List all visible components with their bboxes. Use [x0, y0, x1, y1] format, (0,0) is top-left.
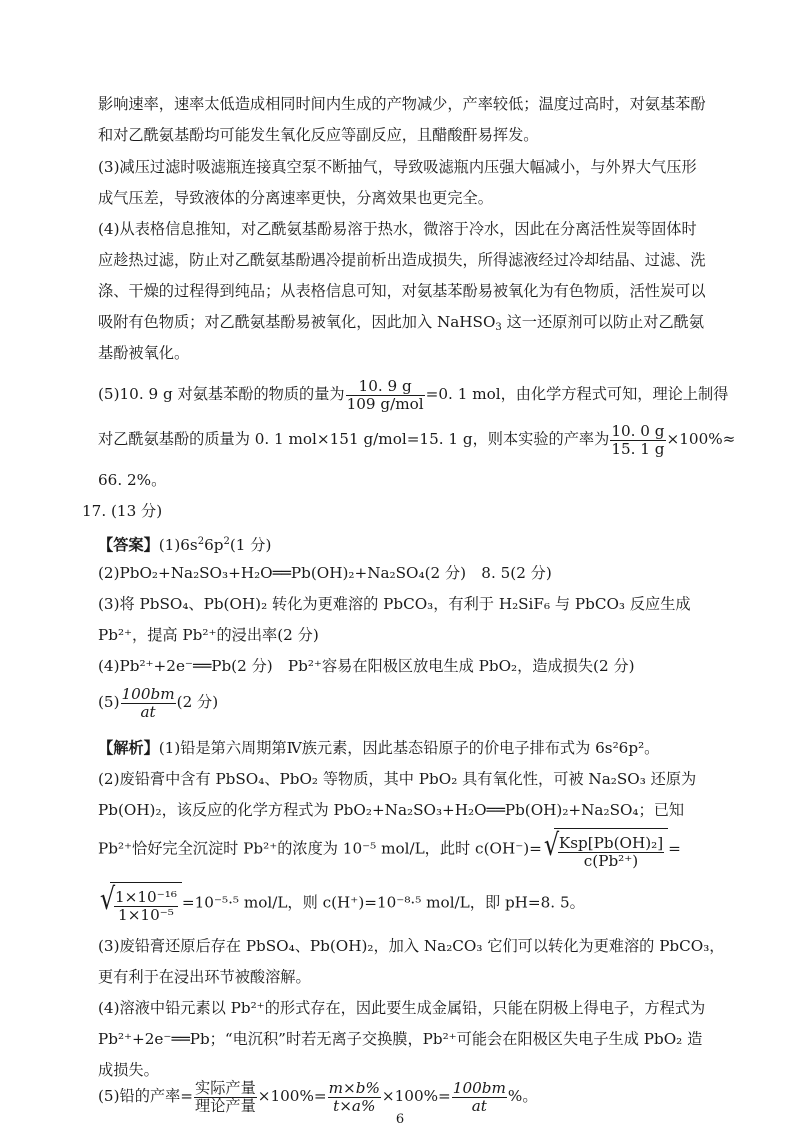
fraction — [114, 889, 178, 924]
text-line: 应趁热过滤，防止对乙酰氨基酚遇冷提前析出造成损失，所得滤液经过冷却结晶、过滤、洗 — [98, 251, 706, 269]
fraction — [194, 1080, 257, 1115]
fraction — [346, 378, 425, 413]
denominator: 109 g/mol — [346, 394, 424, 413]
answer-line: (4)Pb²⁺+2e⁻══Pb(2 分) Pb²⁺容易在阳极区放电生成 PbO₂，造成损失(2 分) — [98, 657, 635, 675]
explanation-line: Pb²⁺+2e⁻══Pb；“电沉积”时若无离子交换膜，Pb²⁺可能会在阳极区失电子生成 PbO₂ 造 — [98, 1030, 703, 1048]
text-line — [98, 421, 736, 458]
text-line: (4)从表格信息推知，对乙酰氨基酚易溶于热水，微溶于冷水，因此在分离活性炭等固体时 — [98, 220, 697, 238]
superscript: 2 — [197, 536, 205, 547]
answer-line — [98, 684, 728, 721]
answer-line: Pb²⁺，提高 Pb²⁺的浸出率(2 分) — [98, 626, 319, 644]
fraction — [610, 423, 665, 458]
explanation-line: (3)废铅膏还原后存在 PbSO₄、Pb(OH)₂，加入 Na₂CO₃ 它们可以转化为更难溶的 PbCO₃， — [98, 937, 725, 955]
radical-sign-icon: √ — [99, 882, 116, 917]
numerator: 100bm — [121, 684, 175, 703]
fraction — [121, 686, 176, 721]
numerator: m×b% — [328, 1078, 380, 1097]
text-line: 66. 2%。 — [98, 471, 167, 489]
denominator: at — [140, 702, 156, 721]
subscript: 3 — [495, 322, 502, 333]
text-segment: 吸附有色物质；对乙酰氨基酚易被氧化，因此加入 NaHSO — [98, 313, 496, 331]
page-number: 6 — [395, 1112, 405, 1127]
text-segment: =0. 1 mol，由化学方程式可知，理论上制得 — [425, 385, 729, 403]
answer-line: (2)PbO₂+Na₂SO₃+H₂O══Pb(OH)₂+Na₂SO₄(2 分) 8. 5(2 分) — [98, 564, 552, 582]
square-root — [542, 828, 668, 871]
explanation-line: Pb(OH)₂，该反应的化学方程式为 PbO₂+Na₂SO₃+H₂O══Pb(OH)₂+Na₂SO₄；已知 — [98, 801, 685, 819]
text-line: 成气压差，导致液体的分离速率更快，分离效果也更完全。 — [98, 189, 493, 207]
explanation-line — [98, 882, 728, 925]
text-line: (3)减压过滤时吸滤瓶连接真空泵不断抽气，导致吸滤瓶内压强大幅减小，与外界大气压形 — [98, 158, 697, 176]
text-segment: 这一还原剂可以防止对乙酰氨 — [501, 313, 705, 331]
radical-sign-icon: √ — [543, 828, 560, 863]
text-segment: 6p — [204, 536, 224, 554]
text-segment: ×100%= — [381, 1087, 451, 1105]
text-line: 涤、干燥的过程得到纯品；从表格信息可知，对氨基苯酚易被氧化为有色物质，活性炭可以 — [98, 282, 706, 300]
text-segment: ×100%= — [257, 1087, 327, 1105]
text-segment: (5) — [98, 693, 120, 711]
fraction — [558, 835, 664, 870]
explanation-tag: 【解析】 — [98, 739, 159, 757]
text-line: 和对乙酰氨基酚均可能发生氧化反应等副反应，且醋酸酐易挥发。 — [98, 126, 539, 144]
fraction — [452, 1080, 507, 1115]
text-segment: =10⁻⁵·⁵ mol/L，则 c(H⁺)=10⁻⁸·⁵ mol/L，即 pH=8. 5。 — [181, 893, 585, 912]
superscript: 2 — [223, 536, 230, 547]
text-segment: ×100%≈ — [666, 430, 736, 448]
denominator: 理论产量 — [195, 1096, 256, 1115]
text-segment: (1)6s — [158, 536, 198, 554]
answer-line: (3)将 PbSO₄、Pb(OH)₂ 转化为更难溶的 PbCO₃，有利于 H₂SiF₆ 与 PbCO₃ 反应生成 — [98, 595, 691, 613]
question-heading: 17. (13 分) — [82, 502, 163, 520]
text-segment: Pb²⁺恰好完全沉淀时 Pb²⁺的浓度为 10⁻⁵ mol/L，此时 c(OH⁻)= — [98, 839, 542, 858]
square-root — [98, 882, 182, 925]
answer-line — [98, 532, 728, 555]
text-segment: (2 分) — [176, 693, 219, 711]
denominator: c(Pb²⁺) — [583, 851, 639, 870]
numerator: 10. 0 g — [611, 421, 665, 440]
denominator: 15. 1 g — [611, 439, 665, 458]
numerator: 10. 9 g — [346, 378, 425, 396]
explanation-line: 更有利于在浸出环节被酸溶解。 — [98, 968, 311, 986]
numerator: 1×10⁻¹⁶ — [115, 887, 177, 906]
text-segment: (1)铅是第六周期第Ⅳ族元素，因此基态铅原子的价电子排布式为 6s²6p²。 — [158, 739, 660, 757]
explanation-line: 成损失。 — [98, 1061, 159, 1079]
text-segment: (5)铅的产率= — [98, 1087, 193, 1105]
text-segment: 对乙酰氨基酚的质量为 0. 1 mol×151 g/mol=15. 1 g，则本实验的产率为 — [98, 430, 610, 448]
answer-tag: 【答案】 — [98, 536, 159, 554]
explanation-line: (4)溶液中铅元素以 Pb²⁺的形式存在，因此要生成金属铅，只能在阴极上得电子，方程式为 — [98, 999, 706, 1017]
numerator: Ksp[Pb(OH)₂] — [558, 833, 664, 852]
text-segment: = — [668, 839, 681, 858]
text-segment: (5)10. 9 g 对氨基苯酚的物质的量为 — [98, 385, 345, 403]
text-segment: (1 分) — [229, 536, 272, 554]
explanation-line: (2)废铅膏中含有 PbSO₄、PbO₂ 等物质，其中 PbO₂ 具有氧化性，可被 Na₂SO₃ 还原为 — [98, 770, 697, 788]
text-line: 影响速率，速率太低造成相同时间内生成的产物减少，产率较低；温度过高时，对氨基苯酚 — [98, 95, 706, 113]
text-segment: %。 — [507, 1087, 538, 1105]
denominator: 1×10⁻⁵ — [118, 905, 174, 924]
numerator: 100bm — [452, 1078, 506, 1097]
denominator: at — [471, 1096, 487, 1115]
denominator: t×a% — [333, 1096, 376, 1115]
text-line — [98, 376, 728, 413]
explanation-line — [98, 1078, 728, 1115]
text-line — [98, 312, 728, 338]
explanation-line — [98, 738, 728, 758]
numerator: 实际产量 — [195, 1078, 256, 1097]
fraction — [328, 1080, 381, 1115]
text-line: 基酚被氧化。 — [98, 344, 190, 362]
explanation-line — [98, 828, 728, 871]
